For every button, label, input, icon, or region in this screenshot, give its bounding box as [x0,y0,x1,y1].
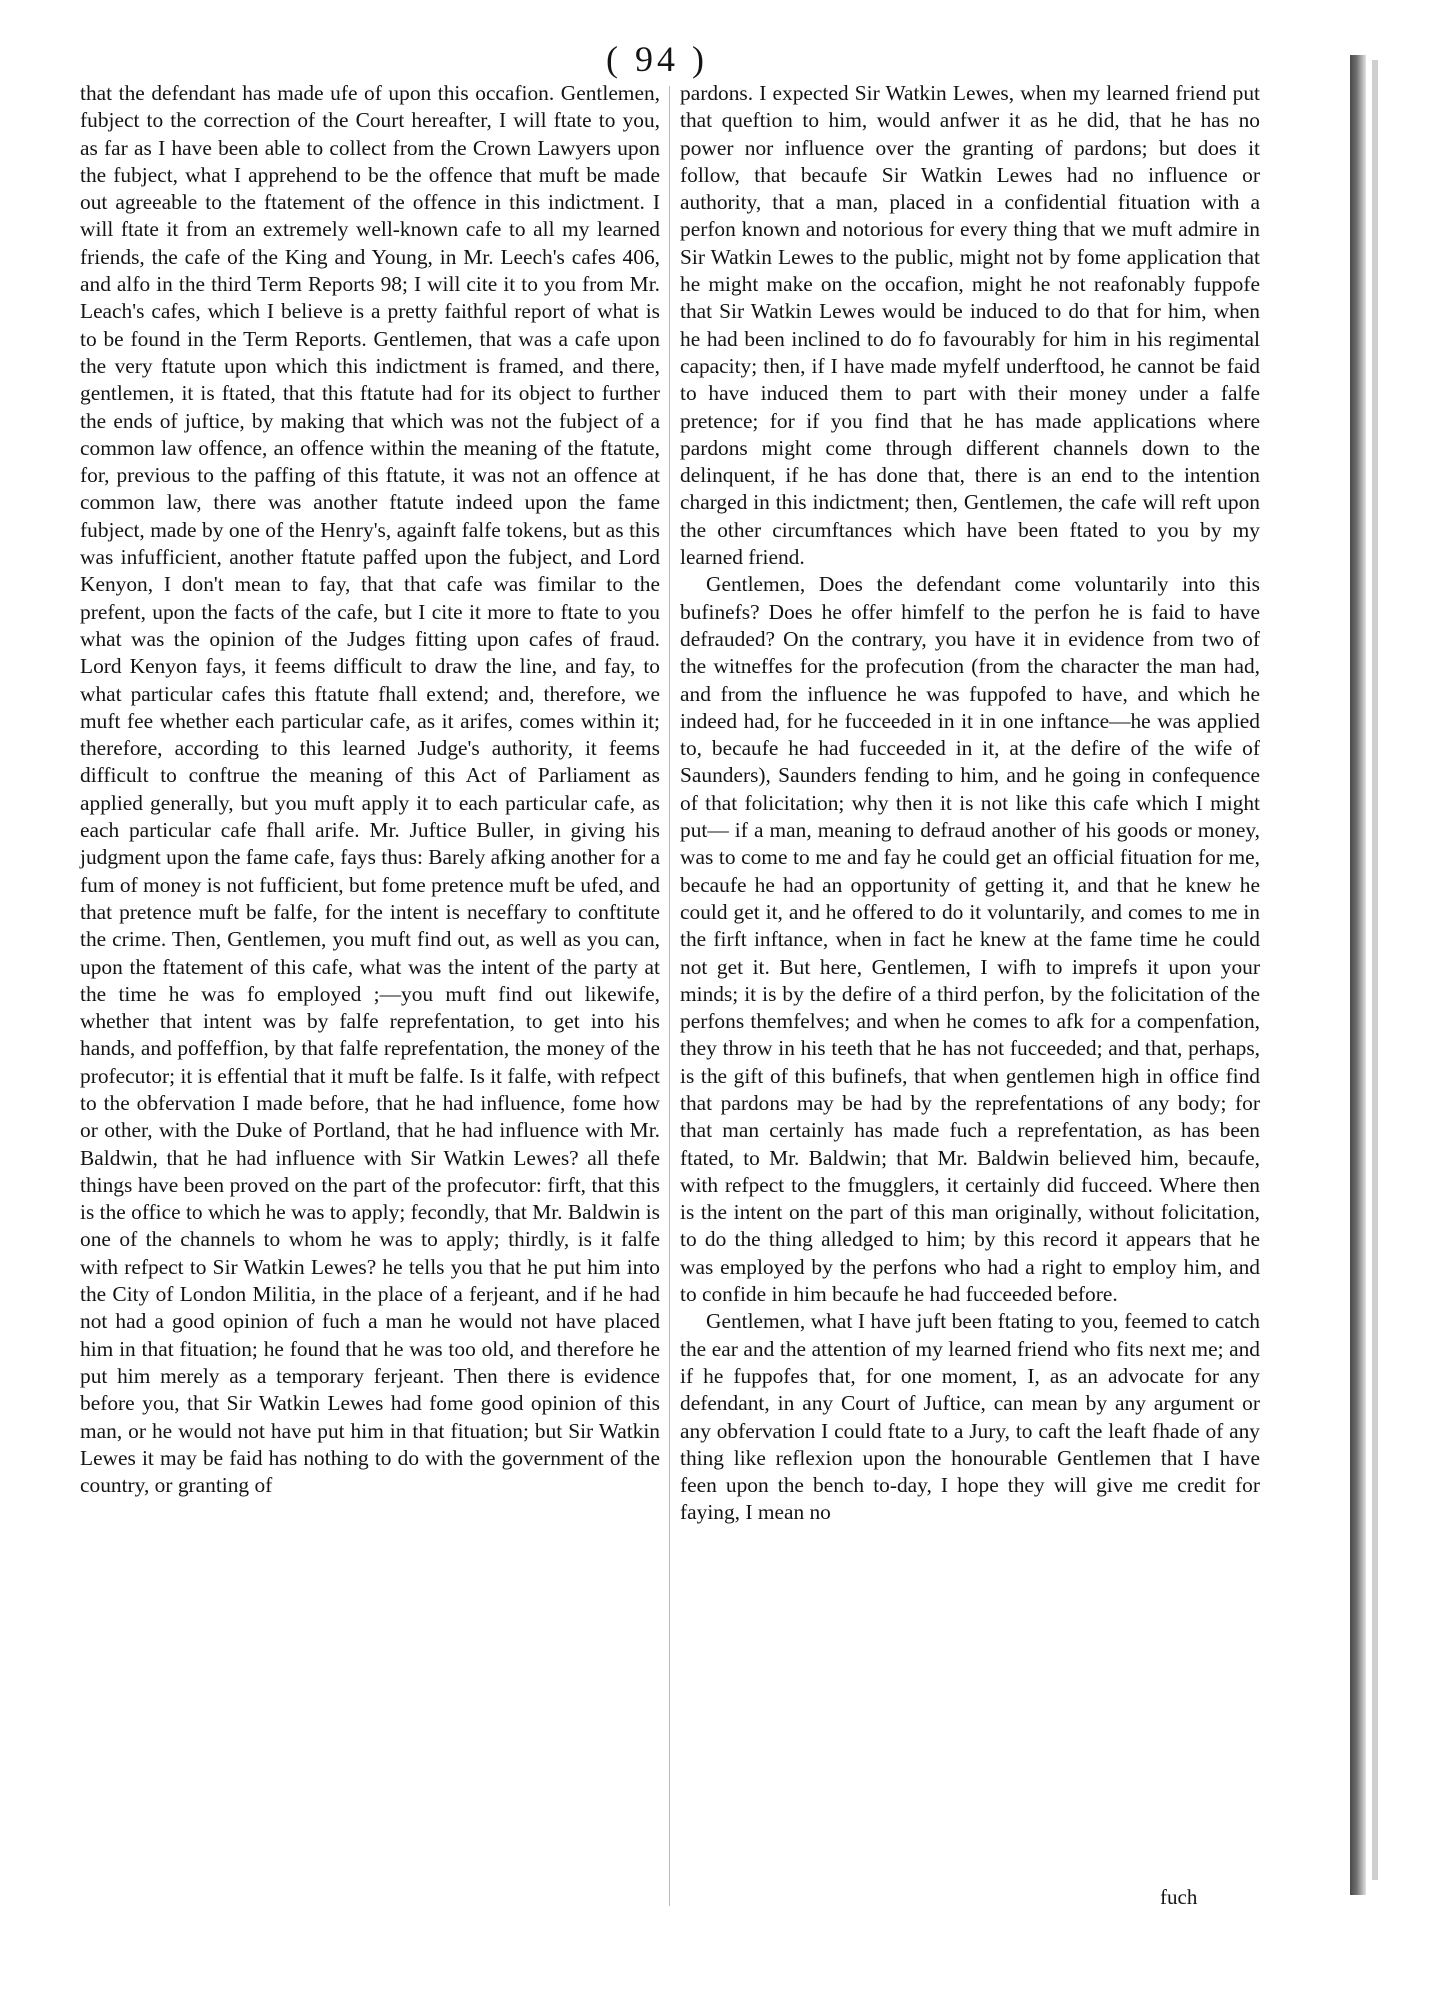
left-column [80,80,660,1499]
column-divider [669,86,670,1906]
paragraph: Gentlemen, Does the defendant come voluntarily into this bufinefs? Does he offer himfelf to the perfon he is faid to have defrauded? On the contrary, you have it in evidence from two of the witneffes for the profecution (from the character the man had, and from the influence he was fuppofed to have, and which he indeed had, for he fucceeded in it in one inftance—he was applied to, becaufe he had fucceeded in it, at the defire of the wife of Saunders), Saunders fending to him, and he going in confequence of that folicitation; why then it is not like this cafe which I might put— if a man, meaning to defraud another of his goods or money, was to come to me and fay he could get an official fituation for me, becaufe he had an opportunity of getting it, and that he knew he could get it, and he offered to do it voluntarily, and comes to me in the firft inftance, when in fact he knew at the fame time he could not get it. But here, Gentlemen, I wifh to imprefs it upon your minds; it is by the defire of a third perfon, by the folicitation of the perfons themfelves; and when he comes to afk for a compenfation, they throw in his teeth that he has not fucceeded; and that, perhaps, is the gift of this bufinefs, that when gentlemen high in office find that pardons may be had by the reprefentations of any body; for that man certainly has made fuch a reprefentation, as has been ftated, to Mr. Baldwin; that Mr. Baldwin believed him, becaufe, with refpect to the fmugglers, it certainly did fucceed. Where then is the intent on the part of this man originally, without folicitation, to do the thing alledged to him; by this record it appears that he was employed by the perfons who had a right to employ him, and to confide in him becaufe he had fucceeded before. [680,572,1260,1307]
paragraph: that the defendant has made ufe of upon this occafion. Gentlemen, fubject to the correction of the Court hereafter, I will ftate to you, as far as I have been able to collect from the Crown Lawyers upon the fubject, what I apprehend to be the offence that muft be made out agreeable to the ftatement of the offence in this indictment. I will ftate it from an extremely well-known cafe to all my learned friends, the cafe of the King and Young, in Mr. Leech's cafes 406, and alfo in the third Term Reports 98; I will cite it to you from Mr. Leach's cafes, which I believe is a pretty faithful report of what is to be found in the Term Reports. Gentlemen, that was a cafe upon the very ftatute upon which this indictment is framed, and there, gentlemen, it is ftated, that this ftatute had for its object to further the ends of juftice, by making that which was not the fubject of a common law offence, an offence within the meaning of the ftatute, for, previous to the paffing of this ftatute, it was not an offence at common law, there was another ftatute indeed upon the fame fubject, made by one of the Henry's, againft falfe tokens, but as this was infufficient, another ftatute paffed upon the fubject, and Lord Kenyon, I don't mean to fay, that that cafe was fimilar to the prefent, upon the facts of the cafe, but I cite it more to ftate to you what was the opinion of the Judges fitting upon cafes of fraud. Lord Kenyon fays, it feems difficult to draw the line, and fay, to what particular cafes this ftatute fhall extend; and, therefore, we muft fee whether each particular cafe, as it arifes, comes within it; therefore, according to this learned Judge's authority, it feems difficult to conftrue the meaning of this Act of Parliament as applied generally, but you muft apply it to each particular cafe, as each particular cafe fhall arife. Mr. Juftice Buller, in giving his judgment upon the fame cafe, fays thus: Barely afking another for a fum of money is not fufficient, but fome pretence muft be ufed, and that pretence muft be falfe, for the intent is neceffary to conftitute the crime. Then, Gentlemen, you muft find out, as well as you can, upon the ftatement of this cafe, what was the intent of the party at the time he was fo employed ;—you muft find out likewife, whether that intent was by falfe reprefentation, to get into his hands, and poffeffion, by that falfe reprefentation, the money of the profecutor; it is effential that it muft be falfe. Is it falfe, with refpect to the obfervation I made before, that he had influence, fome how or other, with the Duke of Portland, that he had influence with Mr. Baldwin, that he had influence with Sir Watkin Lewes? all thefe things have been proved on the part of the profecutor: firft, that this is the office to which he was to apply; fecondly, that Mr. Baldwin is one of the channels to whom he was to apply; thirdly, is it falfe with refpect to Sir Watkin Lewes? he tells you that he put him into the City of London Militia, in the place of a ferjeant, and if he had not had a good opinion of fuch a man he would not have placed him in that fituation; he found that he was too old, and therefore he put him merely as a temporary ferjeant. Then there is evidence before you, that Sir Watkin Lewes had fome good opinion of this man, or he would not have put him in that fituation; but Sir Watkin Lewes it may be faid has nothing to do with the government of the country, or granting of [80,81,660,1498]
page-edge-shadow [1372,60,1378,1880]
page-number: ( 94 ) [606,39,708,79]
book-binding-edge [1350,55,1366,1895]
right-column [680,80,1260,1527]
catchword: fuch [1160,1885,1198,1909]
paragraph: Gentlemen, what I have juft been ftating to you, feemed to catch the ear and the attention of my learned friend who fits next me; and if he fuppofes that, for one moment, I, as an advocate for any defendant, in any Court of Juftice, can mean by any argument or any obfervation I could ftate to a Jury, to caft the leaft fhade of any thing like reflexion upon the honourable Gentlemen that I have feen upon the bench to-day, I hope they will give me credit for faying, I mean no [680,1309,1260,1525]
paragraph: pardons. I expected Sir Watkin Lewes, when my learned friend put that queftion to him, would anfwer it as he did, that he has no power nor influence over the granting of pardons; but does it follow, that becaufe Sir Watkin Lewes had no influence or authority, that a man, placed in a confidential fituation with a perfon known and notorious for every thing that we muft admire in Sir Watkin Lewes to the public, might not by fome application that he might make on the occafion, might he not reafonably fuppofe that Sir Watkin Lewes would be induced to do that for him, when he had been inclined to do fo favourably for him in his regimental capacity; then, if I have made myfelf underftood, he cannot be faid to have induced them to part with their money under a falfe pretence; for if you find that he has made applications where pardons might come through different channels down to the delinquent, if he has done that, there is an end to the intention charged in this indictment; then, Gentlemen, the cafe will reft upon the other circumftances which have been ftated to you by my learned friend. [680,81,1260,570]
